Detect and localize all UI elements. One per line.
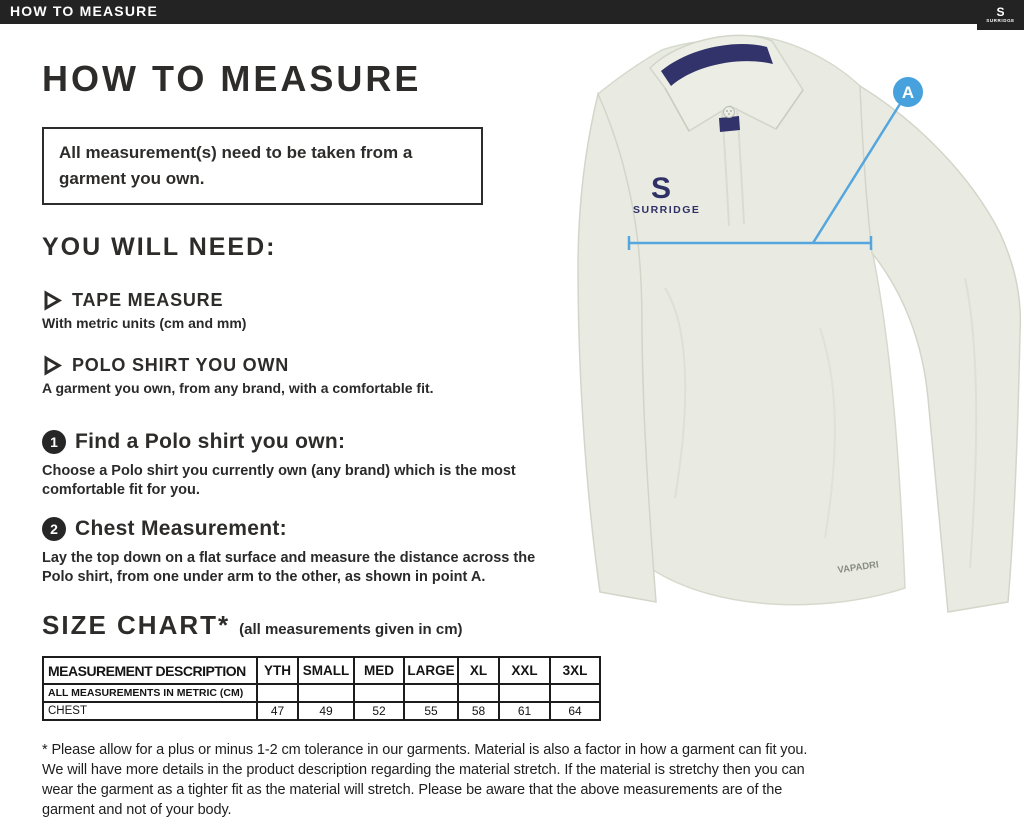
step-description: Choose a Polo shirt you currently own (any brand) which is the most comfortable fit for you. bbox=[42, 463, 516, 498]
table-cell: 47 bbox=[257, 702, 298, 720]
step-1 bbox=[42, 430, 547, 500]
column-header: MED bbox=[354, 657, 404, 684]
step-number-badge: 2 bbox=[42, 517, 66, 541]
table-cell: 49 bbox=[298, 702, 354, 720]
surridge-logo-text: SURRIDGE bbox=[986, 18, 1015, 23]
row-label: CHEST bbox=[43, 702, 257, 720]
step-2 bbox=[42, 517, 547, 587]
point-a-badge bbox=[893, 77, 923, 107]
column-header: 3XL bbox=[550, 657, 600, 684]
table-cell bbox=[404, 684, 458, 702]
size-chart-heading: SIZE CHART* bbox=[42, 610, 231, 640]
notice-box bbox=[42, 127, 483, 205]
need-item-description: With metric units (cm and mm) bbox=[42, 315, 247, 331]
table-cell: 52 bbox=[354, 702, 404, 720]
play-icon bbox=[42, 290, 63, 311]
column-header: XL bbox=[458, 657, 499, 684]
topbar-title: HOW TO MEASURE bbox=[10, 3, 158, 19]
point-a-label: A bbox=[901, 83, 915, 102]
column-header: MEASUREMENT DESCRIPTION bbox=[43, 657, 257, 684]
table-header-row bbox=[43, 657, 600, 684]
vapadri-tech-logo: VAPADRI bbox=[836, 559, 880, 576]
step-number-badge: 1 bbox=[42, 430, 66, 454]
play-icon bbox=[42, 355, 63, 376]
step-title: Chest Measurement: bbox=[75, 517, 287, 540]
size-chart-heading-row bbox=[42, 610, 463, 641]
table-cell bbox=[458, 684, 499, 702]
table-cell bbox=[354, 684, 404, 702]
need-item-label: TAPE MEASURE bbox=[72, 290, 224, 310]
size-chart-table bbox=[42, 656, 601, 721]
polo-shirt-figure bbox=[570, 28, 1024, 640]
surridge-s-icon: S bbox=[996, 5, 1005, 19]
table-cell: 58 bbox=[458, 702, 499, 720]
table-cell: 61 bbox=[499, 702, 550, 720]
table-cell bbox=[550, 684, 600, 702]
table-row-metric-note bbox=[43, 684, 600, 702]
size-chart-subheading: (all measurements given in cm) bbox=[239, 621, 463, 638]
table-cell bbox=[257, 684, 298, 702]
notice-text: All measurement(s) need to be taken from a garment you own. bbox=[59, 143, 413, 188]
table-cell: 64 bbox=[550, 702, 600, 720]
table-row-chest bbox=[43, 702, 600, 720]
column-header: YTH bbox=[257, 657, 298, 684]
step-title: Find a Polo shirt you own: bbox=[75, 430, 346, 453]
column-header: SMALL bbox=[298, 657, 354, 684]
tolerance-footnote: * Please allow for a plus or minus 1-2 cm tolerance in our garments. Material is also a factor in how a garment can fit you. We will have more details in the product description regarding the material stretch. If the material is stretchy then you can wear the garment as a tighter fit as the material will stretch. Please be aware that the above measurements are of the garment and not of your body. bbox=[42, 742, 808, 818]
table-cell bbox=[298, 684, 354, 702]
surridge-chest-logo-icon: S bbox=[650, 172, 672, 205]
surridge-chest-logo-text: SURRIDGE bbox=[633, 204, 701, 216]
surridge-logo bbox=[977, 0, 1024, 30]
column-header: LARGE bbox=[404, 657, 458, 684]
step-description: Lay the top down on a flat surface and measure the distance across the Polo shirt, from one under arm to the other, as shown in point A. bbox=[42, 550, 536, 585]
table-cell bbox=[499, 684, 550, 702]
need-item-label: POLO SHIRT YOU OWN bbox=[72, 355, 290, 375]
need-item-description: A garment you own, from any brand, with a comfortable fit. bbox=[42, 380, 434, 396]
table-cell: 55 bbox=[404, 702, 458, 720]
row-label: ALL MEASUREMENTS IN METRIC (CM) bbox=[43, 684, 257, 702]
need-item-polo-shirt bbox=[42, 355, 434, 396]
page-title: HOW TO MEASURE bbox=[42, 58, 422, 99]
you-will-need-heading: YOU WILL NEED: bbox=[42, 233, 277, 261]
need-item-tape-measure bbox=[42, 290, 246, 331]
column-header: XXL bbox=[499, 657, 550, 684]
polo-shirt-image bbox=[570, 28, 1024, 640]
topbar bbox=[0, 0, 1024, 24]
